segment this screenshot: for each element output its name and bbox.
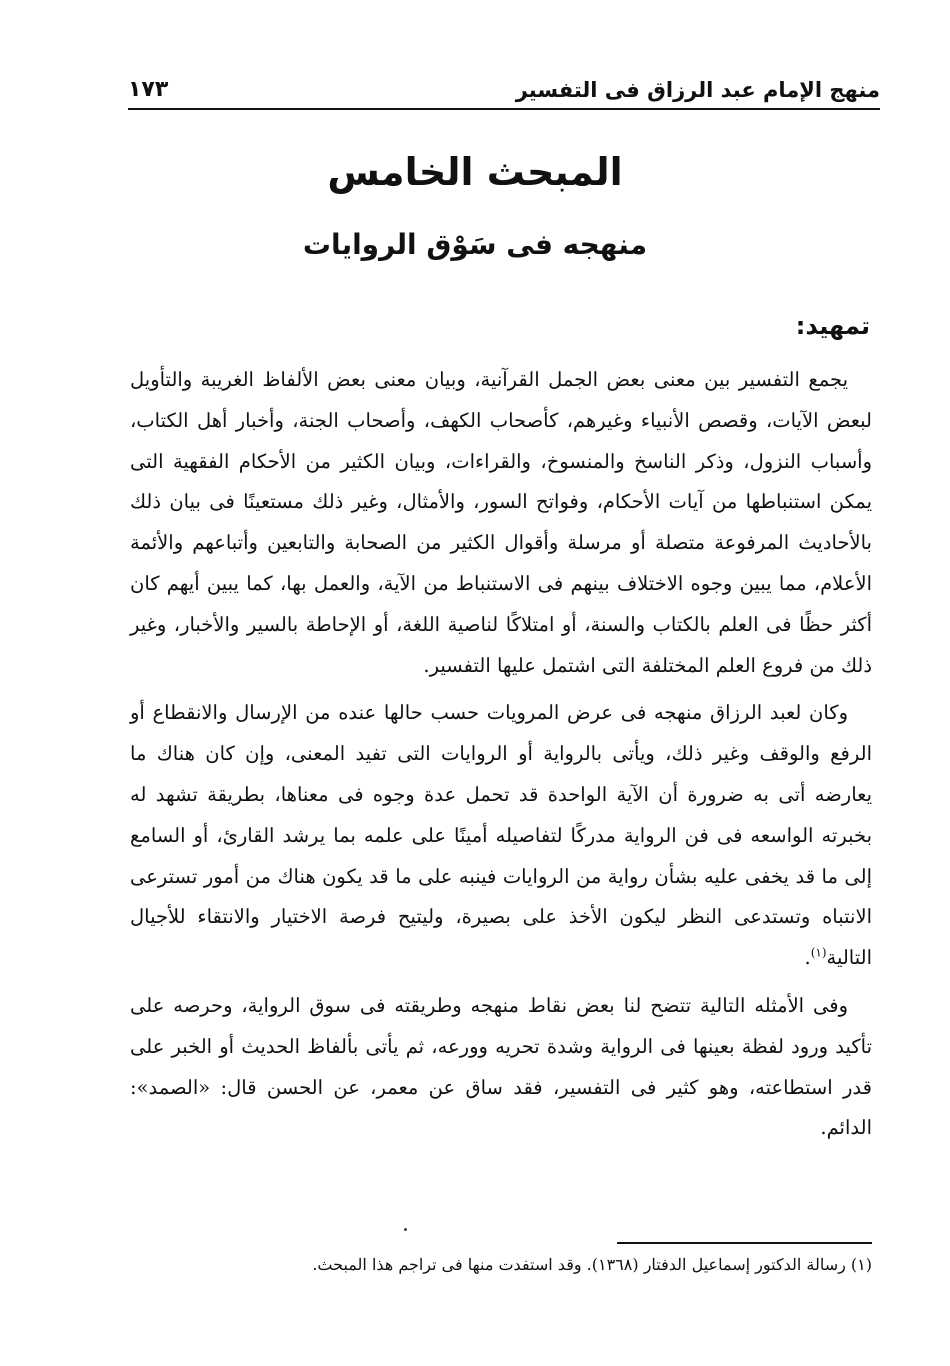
paragraph-2-text: وكان لعبد الرزاق منهجه فى عرض المرويات حسب حالها عنده من الإرسال والانقطاع أو الرفع والوقف وغير ذلك، ويأتى بالرواية أو الروايات التى تفيد المعنى، وإن كان هناك ما يعارضه أتى به ضرورة أن الآية الواحدة قد تحمل عدة وجوه فى معناها، بطريقة تشهد له بخبرته الواسعه فى فن الرواية مدركًا لتفاصيله أمينًا على علمه بما يرشد القارئ، أو السامع إلى ما قد يخفى عليه بشأن رواية من الروايات فينبه على ما قد يكون هناك من أمور تسترعى الانتباه وتستدعى النظر ليكون الأخذ على بصيرة، وليتيح فرصة الاختيار والانتقاء للأجيال التالية <box>130 701 872 970</box>
header-rule <box>128 108 880 110</box>
stray-dot <box>404 1228 407 1231</box>
paragraph-2-end: . <box>804 946 811 970</box>
body-text <box>130 360 872 1156</box>
footnote: (١) رسالة الدكتور إسماعيل الدفتار (١٣٦٨). وقد استفدت منها فى تراجم هذا المبحث. <box>312 1255 872 1274</box>
section-title: المبحث الخامس <box>327 150 623 194</box>
footnote-rule <box>617 1242 872 1244</box>
intro-label: تمهيد: <box>795 312 870 340</box>
paragraph-2 <box>130 693 872 979</box>
section-subtitle: منهجه فى سَوْق الروايات <box>302 228 648 261</box>
running-header <box>128 62 880 102</box>
running-title: منهج الإمام عبد الرزاق فى التفسير <box>515 78 880 102</box>
page-number: ١٧٣ <box>128 77 169 102</box>
footnote-reference[interactable]: (١) <box>810 945 827 960</box>
paragraph-1: يجمع التفسير بين معنى بعض الجمل القرآنية، وبيان معنى بعض الألفاظ الغريبة والتأويل لبعض الآيات، وقصص الأنبياء وغيرهم، كأصحاب الكهف، وأصحاب الجنة، وأخبار أهل الكتاب، وأسباب النزول، وذكر الناسخ والمنسوخ، والقراءات، وبيان الكثير من الأحكام الفقهية التى يمكن استنباطها من آيات الأحكام، وفواتح السور، والأمثال، وغير ذلك مستعينًا فى بيان ذلك بالأحاديث المرفوعة متصلة أو مرسلة وأقوال الكثير من الصحابة والتابعين وأتباعهم والأئمة الأعلام، مما يبين وجوه الاختلاف بينهم فى الاستنباط من الآية، والعمل بها، كما يبين أيهم كان أكثر حظًا فى العلم بالكتاب والسنة، أو امتلاكًا لناصية اللغة، أو الإحاطة بالسير والأخبار، وغير ذلك من فروع العلم المختلفة التى اشتمل عليها التفسير. <box>130 368 872 677</box>
paragraph-3: وفى الأمثله التالية تتضح لنا بعض نقاط منهجه وطريقته فى سوق الرواية، وحرصه على تأكيد ورود لفظة بعينها فى الرواية وشدة تحريه وورعه، ثم يأتى بألفاظ الحديث أو الخبر على قدر استطاعته، وهو كثير فى التفسير، فقد ساق عن معمر، عن الحسن قال: «الصمد»: الدائم. <box>130 993 872 1140</box>
